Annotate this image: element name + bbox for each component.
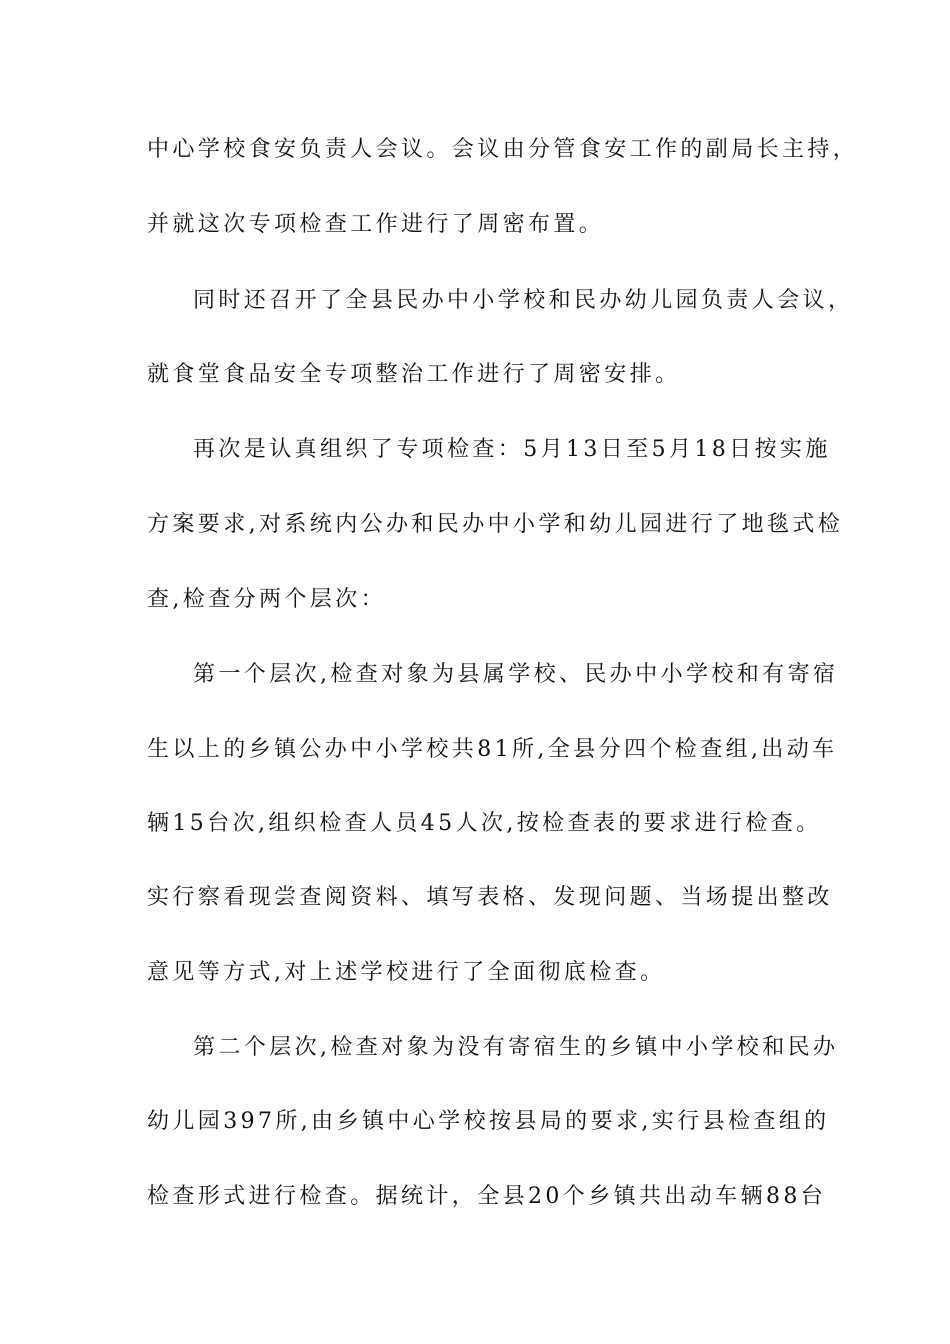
text-line: 第一个层次,检查对象为县属学校、民办中小学校和有寄宿 <box>193 662 839 687</box>
text-line: 查,检查分两个层次： <box>147 587 386 612</box>
text-line: 并就这次专项检查工作进行了周密布置。 <box>147 212 605 237</box>
text-line: 方案要求,对系统内公办和民办中小学和幼儿园进行了地毯式检 <box>147 512 844 537</box>
text-line: 同时还召开了全县民办中小学校和民办幼儿园负责人会议， <box>193 288 854 313</box>
text-line: 幼儿园397所,由乡镇中心学校按县局的要求,实行县检查组的 <box>147 1109 830 1134</box>
text-line: 再次是认真组织了专项检查：5月13日至5月18日按实施 <box>193 437 831 462</box>
text-line: 辆15台次,组织检查人员45人次,按检查表的要求进行检查。 <box>147 811 822 836</box>
text-line: 就食堂食品安全专项整治工作进行了周密安排。 <box>147 362 681 387</box>
text-line: 意见等方式,对上述学校进行了全面彻底检查。 <box>147 960 666 985</box>
text-line: 第二个层次,检查对象为没有寄宿生的乡镇中小学校和民办 <box>193 1035 839 1060</box>
text-line: 中心学校食安负责人会议。会议由分管食安工作的副局长主持， <box>147 137 859 162</box>
text-line: 检查形式进行检查。据统计，全县20个乡镇共出动车辆88台 <box>147 1184 827 1209</box>
text-line: 生以上的乡镇公办中小学校共81所,全县分四个检查组,出动车 <box>147 737 838 762</box>
text-line: 实行察看现尝查阅资料、填写表格、发现问题、当场提出整改 <box>147 885 833 910</box>
